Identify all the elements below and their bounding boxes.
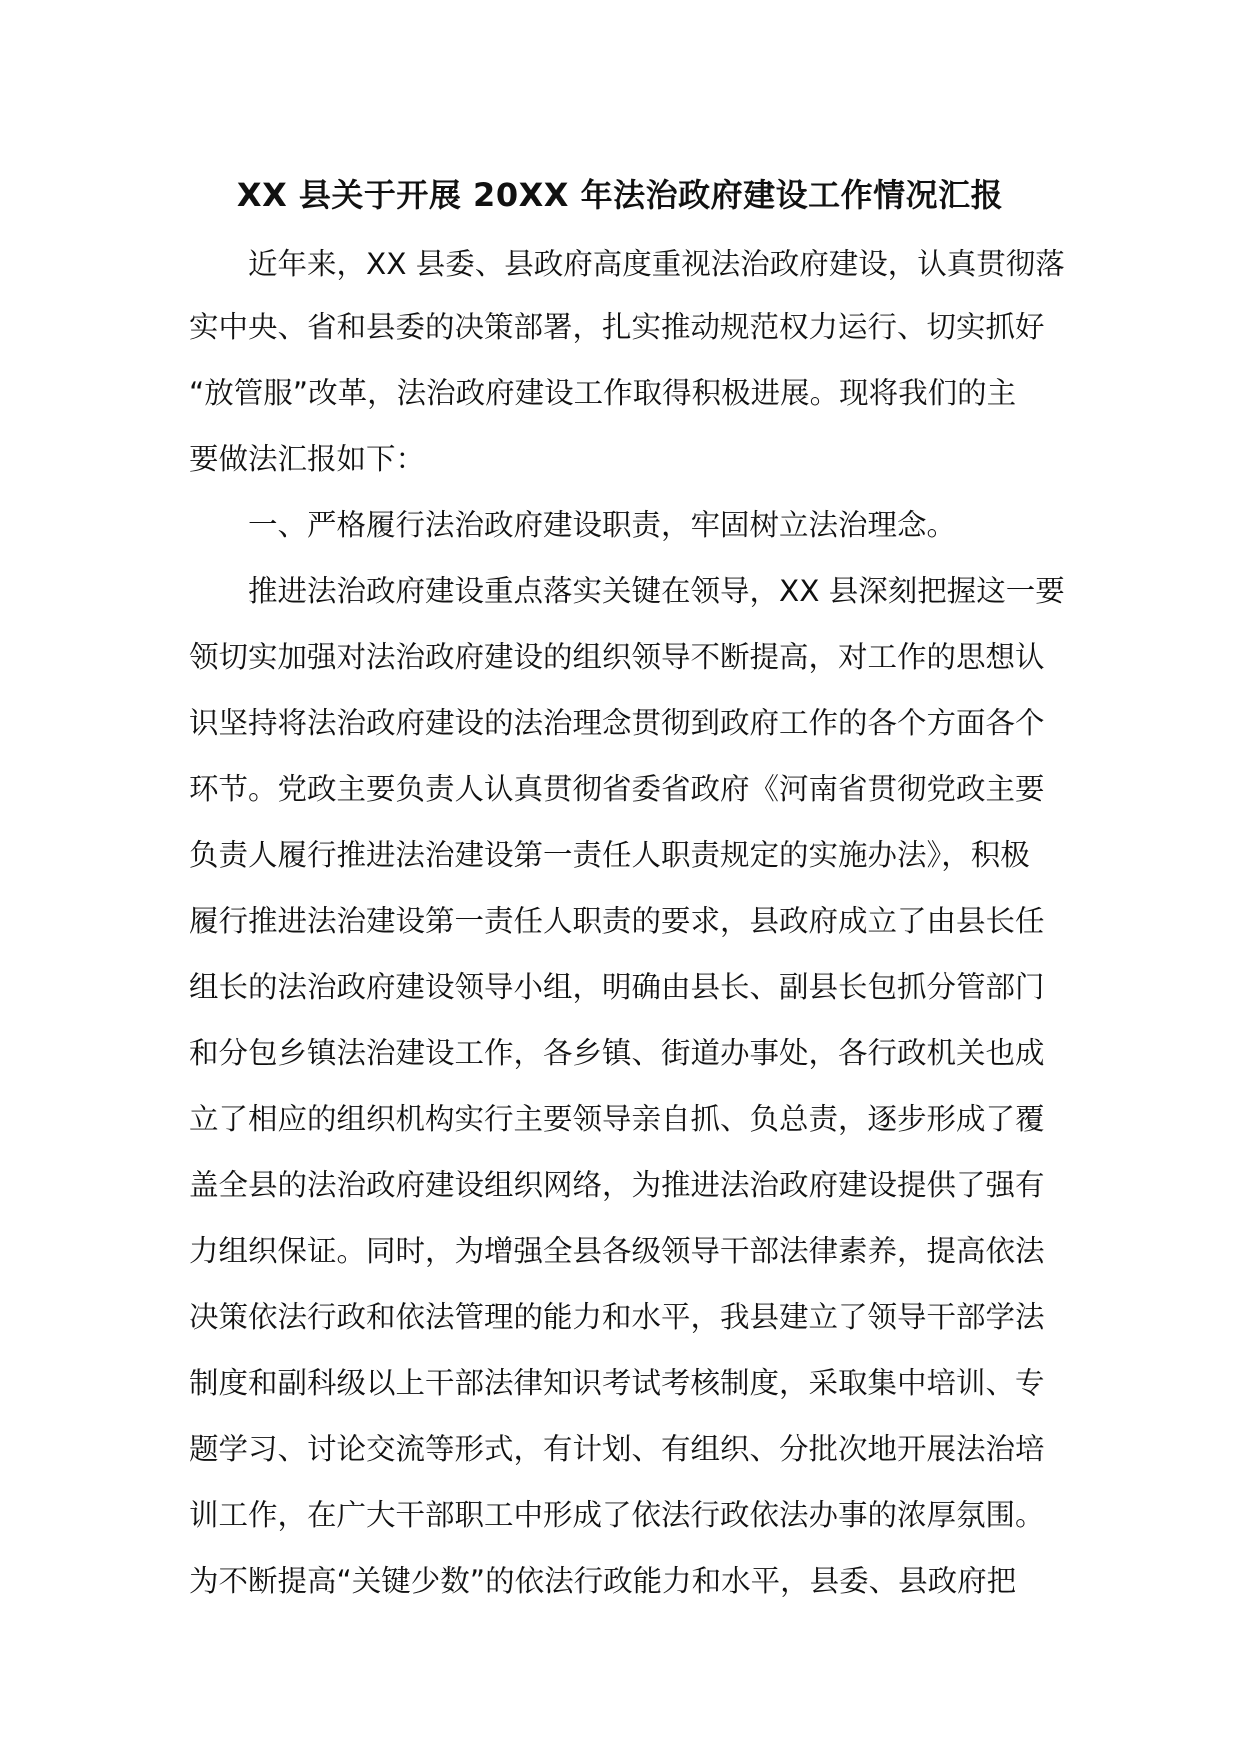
paragraph-line: 环节。党政主要负责人认真贯彻省委省政府《河南省贯彻党政主要	[189, 772, 1045, 806]
paragraph-line: 履行推进法治建设第一责任人职责的要求，县政府成立了由县长任	[189, 904, 1045, 938]
paragraph-line: 题学习、讨论交流等形式，有计划、有组织、分批次地开展法治培	[189, 1432, 1045, 1466]
paragraph-line: 决策依法行政和依法管理的能力和水平，我县建立了领导干部学法	[189, 1300, 1045, 1334]
paragraph-line: 立了相应的组织机构实行主要领导亲自抓、负总责，逐步形成了覆	[189, 1102, 1045, 1136]
section-heading: 一、严格履行法治政府建设职责，牢固树立法治理念。	[248, 508, 957, 542]
paragraph-line: “放管服”改革，法治政府建设工作取得积极进展。现将我们的主	[189, 376, 1017, 410]
paragraph-line: 制度和副科级以上干部法律知识考试考核制度，采取集中培训、专	[189, 1366, 1045, 1400]
paragraph-line: 组长的法治政府建设领导小组，明确由县长、副县长包抓分管部门	[189, 970, 1045, 1004]
paragraph-line: 近年来，XX 县委、县政府高度重视法治政府建设，认真贯彻落	[248, 247, 1065, 281]
paragraph-line: 为不断提高“关键少数”的依法行政能力和水平，县委、县政府把	[189, 1564, 1017, 1598]
paragraph-line: 推进法治政府建设重点落实关键在领导，XX 县深刻把握这一要	[248, 574, 1065, 608]
paragraph-line: 盖全县的法治政府建设组织网络，为推进法治政府建设提供了强有	[189, 1168, 1045, 1202]
paragraph-line: 训工作，在广大干部职工中形成了依法行政依法办事的浓厚氛围。	[189, 1498, 1045, 1532]
paragraph-line: 和分包乡镇法治建设工作，各乡镇、街道办事处，各行政机关也成	[189, 1036, 1045, 1070]
paragraph-line: 要做法汇报如下：	[189, 442, 426, 476]
paragraph-line: 领切实加强对法治政府建设的组织领导不断提高，对工作的思想认	[189, 640, 1045, 674]
paragraph-line: 识坚持将法治政府建设的法治理念贯彻到政府工作的各个方面各个	[189, 706, 1045, 740]
document-title: XX 县关于开展 20XX 年法治政府建设工作情况汇报	[236, 176, 1004, 214]
paragraph-line: 力组织保证。同时，为增强全县各级领导干部法律素养，提高依法	[189, 1234, 1045, 1268]
paragraph-line: 实中央、省和县委的决策部署，扎实推动规范权力运行、切实抓好	[189, 310, 1045, 344]
paragraph-line: 负责人履行推进法治建设第一责任人职责规定的实施办法》，积极	[189, 838, 1030, 872]
